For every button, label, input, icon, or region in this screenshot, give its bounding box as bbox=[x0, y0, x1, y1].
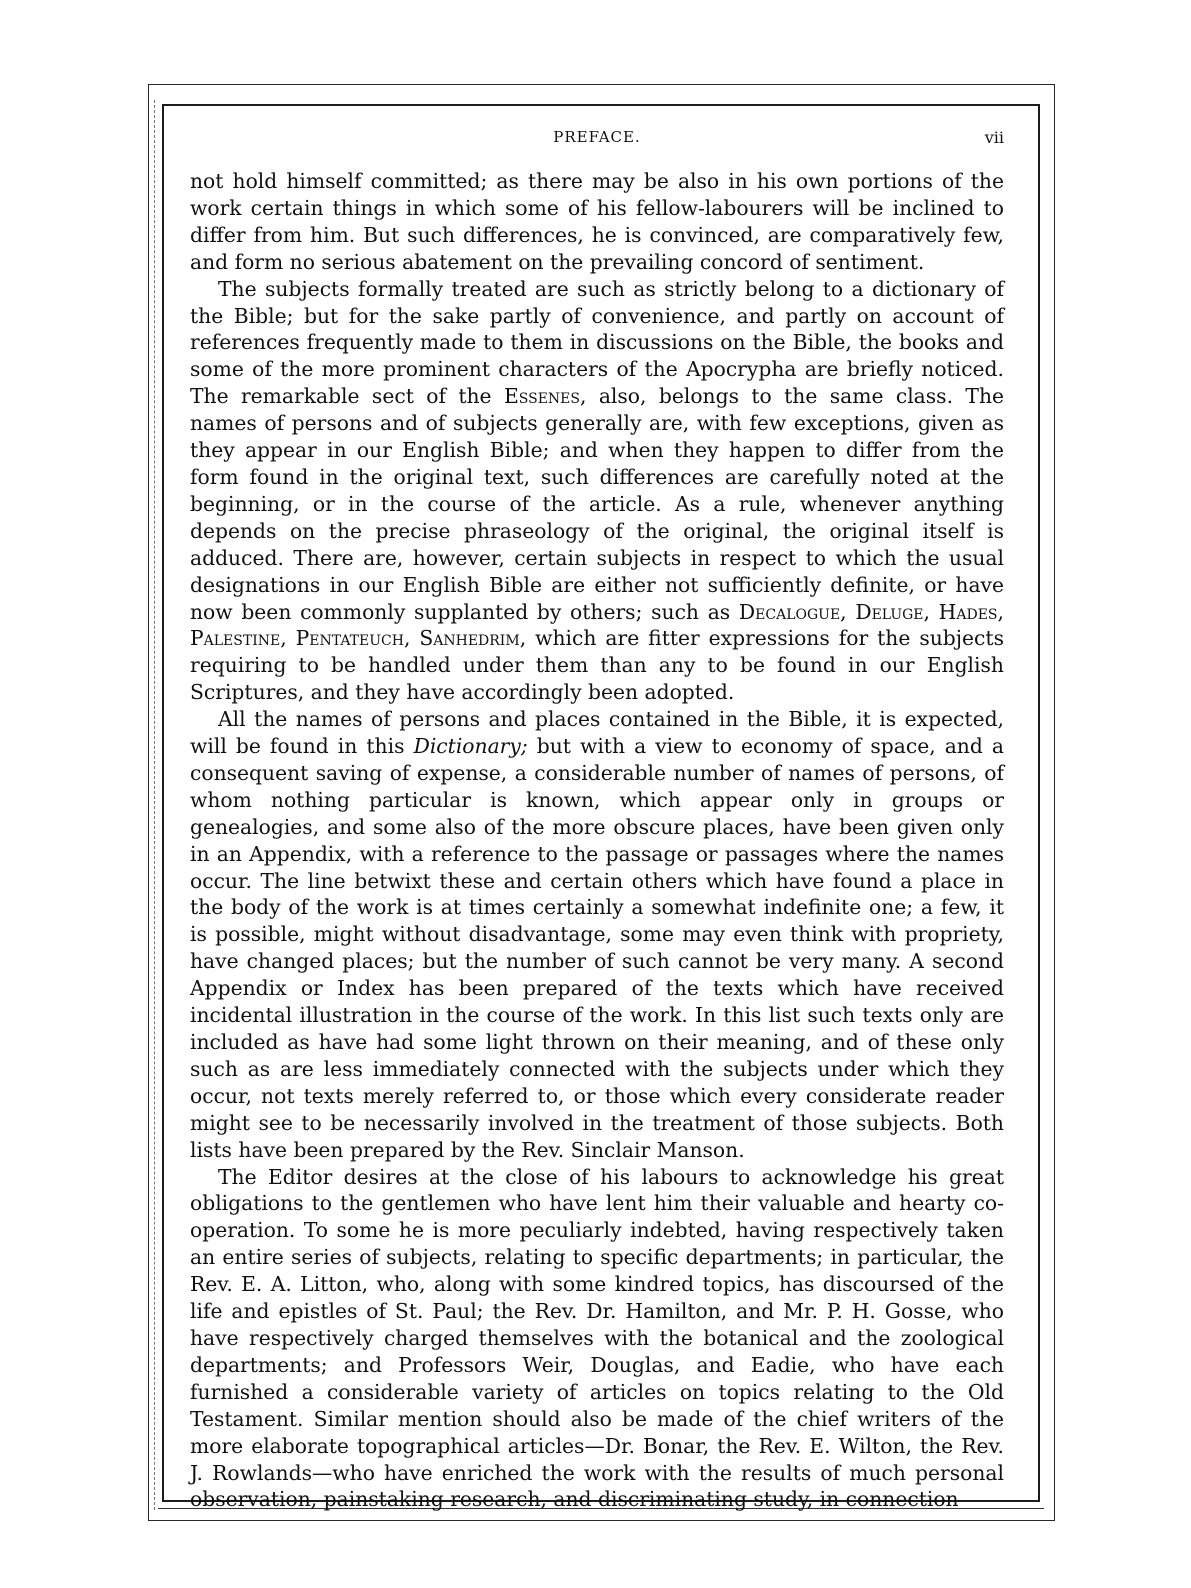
paragraph-subjects: The subjects formally treated are such as strictly belong to a dictionary of the Bible; but for the sake partly of convenience, and partly on account of references frequently made to them in discussions on the Bible, the books and some of the more prominent characters of the Apocrypha are briefly noticed. The remarkable sect of the Essenes, also, belongs to the same class. The names of persons and of subjects generally are, with few exceptions, given as they appear in our English Bible; and when they happen to differ from the form found in the original text, such differences are carefully noted at the beginning, or in the course of the article. As a rule, whenever anything depends on the precise phraseology of the original, the original itself is adduced. There are, however, certain subjects in respect to which the usual designations in our English Bible are either not sufficiently definite, or have now been commonly supplanted by others; such as Decalogue, Deluge, Hades, Palestine, Pentateuch, Sanhedrim, which are fitter expressions for the subjects requiring to be handled under them than any to be found in our English Scriptures, and they have accordingly been adopted. bbox=[190, 276, 1005, 705]
margin-rule bbox=[154, 100, 155, 1510]
term-pentateuch: Pentateuch bbox=[295, 626, 404, 651]
text-run: , also, belongs to the same class. The names of persons and of subjects generally are, with few exceptions, given as they appear in our English Bible; and when they happen to differ from the form found in the original text, such differences are carefully noted at the beginning, or in the course of the article. As a rule, whenever anything depends on the precise phraseology of the original, the original itself is adduced. There are, however, certain subjects in respect to which the usual designations in our English Bible are either not sufficiently definite, or have now been commonly supplanted by others; such as bbox=[190, 384, 1005, 624]
term-deluge: Deluge bbox=[855, 599, 924, 624]
term-sanhedrim: Sanhedrim bbox=[419, 626, 520, 651]
paragraph-names bbox=[190, 706, 1004, 1163]
text-run: , which are fitter expressions for the subjects requiring to be handled under them than any to be found in our English Scriptures, and they have accordingly been adopted. bbox=[190, 626, 1004, 705]
term-hades: Hades bbox=[938, 599, 998, 624]
term-dictionary: Dictionary; bbox=[413, 734, 528, 759]
page-header bbox=[190, 128, 1004, 156]
page-number: vii bbox=[984, 128, 1004, 147]
text-run: All the names of persons and places contained in the Bible, it is expected, will be found in this bbox=[190, 707, 1004, 759]
term-palestine: Palestine bbox=[190, 626, 281, 651]
term-essenes: Essenes bbox=[503, 384, 580, 409]
paragraph-continued: not hold himself committed; as there may be also in his own portions of the work certain things in which some of his fellow-labourers will be inclined to differ from him. But such differences, he is convinced, are comparatively few, and form no serious abatement on the prevailing concord of sentiment. bbox=[190, 169, 1004, 274]
term-decalogue: Decalogue bbox=[738, 599, 841, 624]
text-run: but with a view to economy of space, and a consequent saving of expense, a considerable number of names of persons, of whom nothing particular is known, which appear only in groups or genealogies, and some also of the more obscure places, have been given only in an Appendix, with a reference to the passage or passages where the names occur. The line betwixt these and certain others which have found a place in the body of the work is at times certainly a somewhat indefinite one; a few, it is possible, might without disadvantage, some may even think with propriety, have changed places; but the number of such cannot be very many. A second Appendix or Index has been prepared of the texts which have received incidental illustration in the course of the work. In this list such texts only are included as have had some light thrown on their meaning, and of these only such as are less immediately connected with the subjects under which they occur, not texts merely referred to, or those which every considerate reader might see to be necessarily involved in the treatment of those subjects. Both lists have been prepared by the Rev. Sinclair Manson. bbox=[190, 734, 1004, 1162]
running-title: PREFACE. bbox=[553, 128, 641, 146]
page-content bbox=[190, 168, 1004, 1513]
paragraph-acknowledgements: The Editor desires at the close of his labours to acknowledge his great obligations to the gentlemen who have lent him their valuable and hearty co-operation. To some he is more peculiarly indebted, having respectively taken an entire series of subjects, relating to specific departments; in particular, the Rev. E. A. Litton, who, along with some kindred topics, has discoursed of the life and epistles of St. Paul; the Rev. Dr. Hamilton, and Mr. P. H. Gosse, who have respectively charged themselves with the botanical and the zoological departments; and Professors Weir, Douglas, and Eadie, who have each furnished a considerable variety of articles on topics relating to the Old Testament. Similar mention should also be made of the chief writers of the more elaborate topographical articles—Dr. Bonar, the Rev. E. Wilton, the Rev. J. Rowlands—who have enriched the work with the results of much personal observation, painstaking research, and discriminating study, in connection bbox=[190, 1164, 1004, 1512]
text-run: The subjects formally treated are such as strictly belong to a dictionary of the Bible; but for the sake partly of convenience, and partly on account of references frequently made to them in discussions on the Bible, the books and some of the more prominent characters of the Apocrypha are briefly noticed. The remarkable sect of the bbox=[190, 276, 1004, 409]
